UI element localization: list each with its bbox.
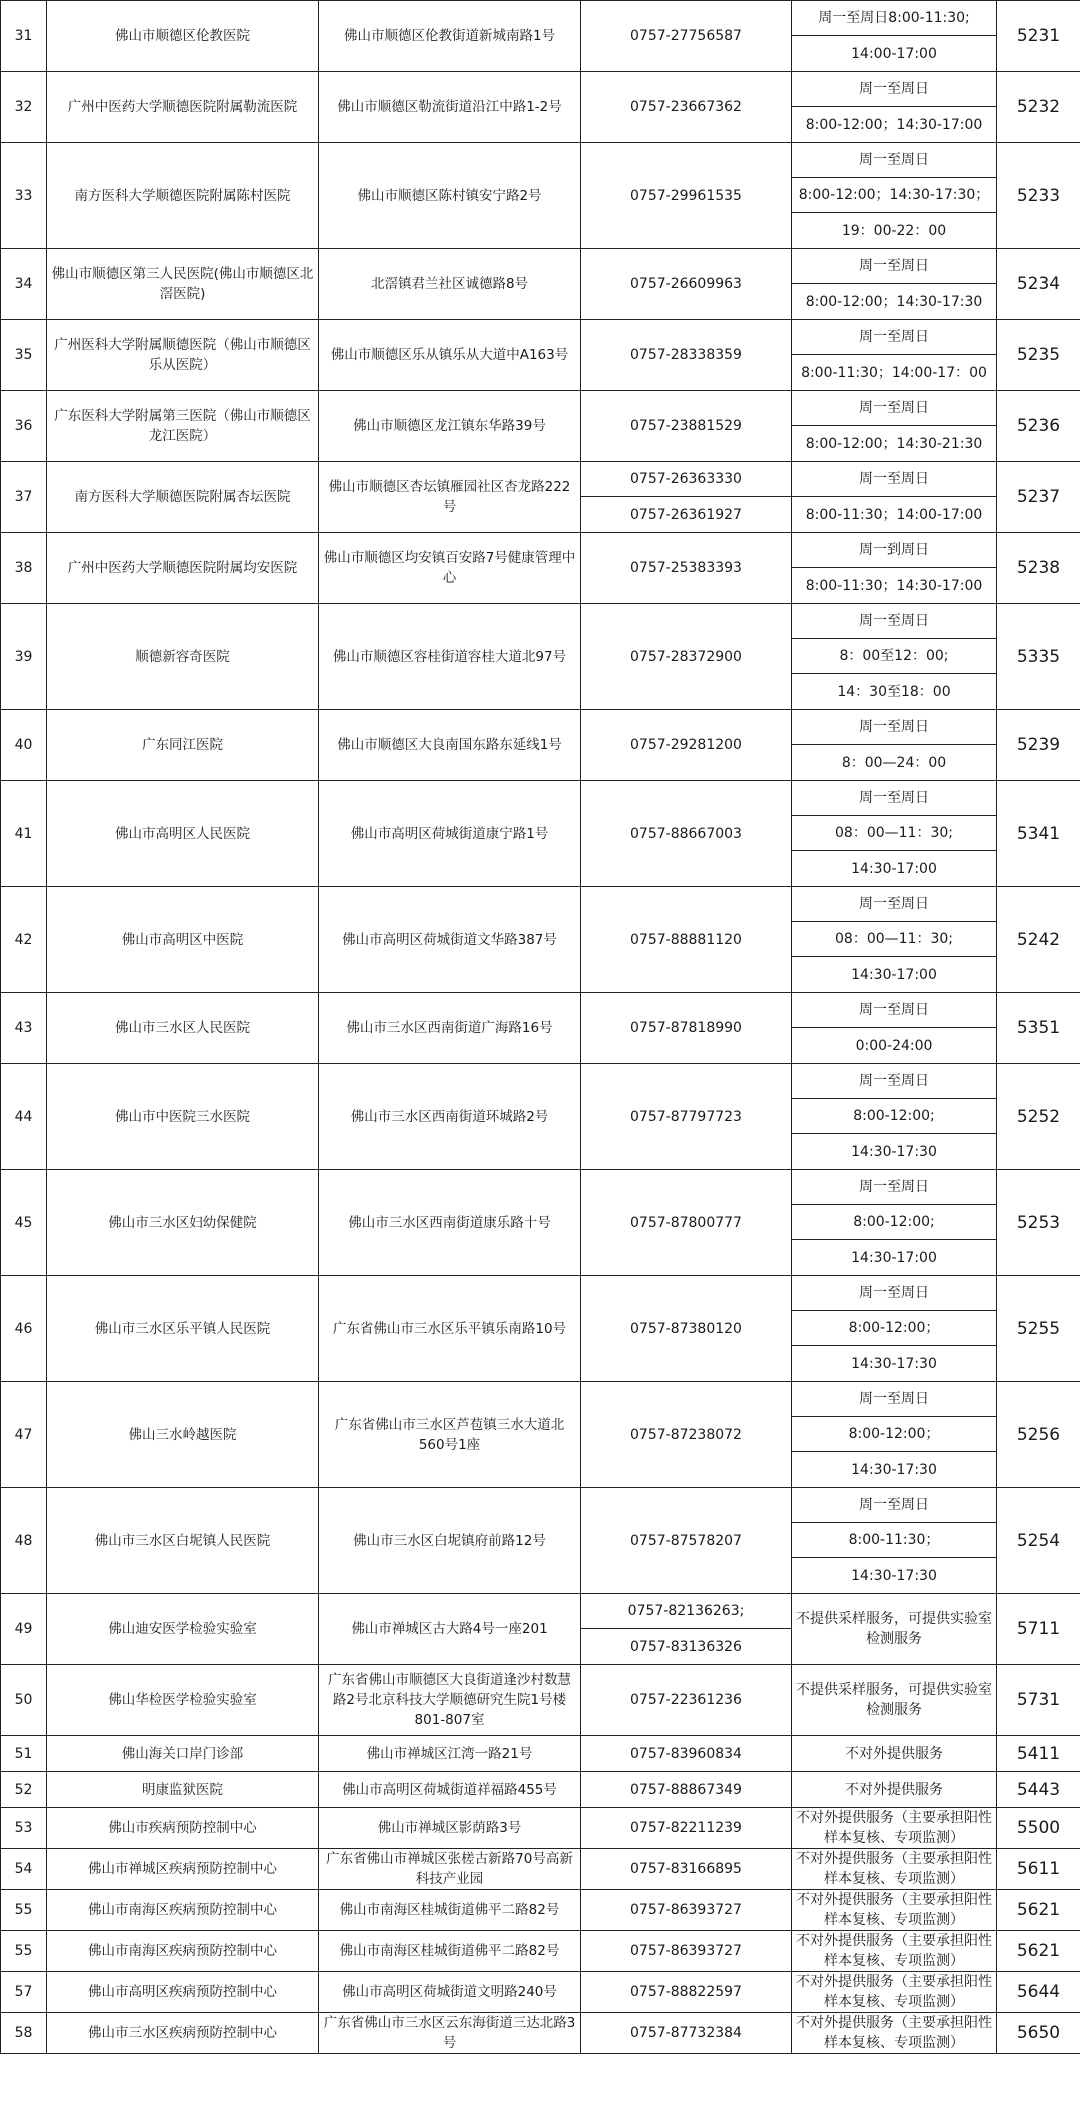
row-number: 36 (1, 391, 47, 462)
service-hours: 不对外提供服务（主要承担阳性样本复核、专项监测） (792, 1972, 997, 2013)
row-number: 43 (1, 993, 47, 1064)
hospital-address: 佛山市顺德区乐从镇乐从大道中A163号 (319, 320, 581, 391)
hospital-name: 佛山市南海区疾病预防控制中心 (47, 1890, 319, 1931)
hospital-address: 佛山市顺德区伦教街道新城南路1号 (319, 1, 581, 72)
row-number: 33 (1, 143, 47, 249)
lab-code: 5644 (997, 1972, 1080, 2013)
lab-code: 5351 (997, 993, 1080, 1064)
table-row (1, 533, 1080, 568)
table-row (1, 1736, 1080, 1772)
service-hours: 不对外提供服务（主要承担阳性样本复核、专项监测） (792, 2013, 997, 2054)
row-number: 49 (1, 1594, 47, 1665)
phone-number: 0757-83136326 (581, 1629, 792, 1665)
lab-code: 5232 (997, 72, 1080, 143)
table-row (1, 320, 1080, 355)
table-row (1, 710, 1080, 745)
row-number: 57 (1, 1972, 47, 2013)
hospital-name: 明康监狱医院 (47, 1772, 319, 1808)
hospital-name: 佛山迪安医学检验实验室 (47, 1594, 319, 1665)
lab-code: 5231 (997, 1, 1080, 72)
hospital-name: 佛山市高明区人民医院 (47, 781, 319, 887)
phone-number: 0757-82211239 (581, 1808, 792, 1849)
lab-code: 5341 (997, 781, 1080, 887)
table-row (1, 1890, 1080, 1931)
row-number: 45 (1, 1170, 47, 1276)
lab-code: 5611 (997, 1849, 1080, 1890)
hospital-address: 佛山市禅城区影荫路3号 (319, 1808, 581, 1849)
table-row (1, 1064, 1080, 1099)
phone-number: 0757-88822597 (581, 1972, 792, 2013)
row-number: 52 (1, 1772, 47, 1808)
lab-code: 5500 (997, 1808, 1080, 1849)
hospital-name: 佛山三水岭越医院 (47, 1382, 319, 1488)
table-row (1, 1382, 1080, 1417)
service-hours: 14:30-17:00 (792, 957, 997, 993)
phone-number: 0757-82136263; (581, 1594, 792, 1629)
hospital-name: 佛山市三水区妇幼保健院 (47, 1170, 319, 1276)
hospital-address: 广东省佛山市禅城区张槎古新路70号高新科技产业园 (319, 1849, 581, 1890)
table-row (1, 1931, 1080, 1972)
row-number: 58 (1, 2013, 47, 2054)
row-number: 46 (1, 1276, 47, 1382)
lab-code: 5650 (997, 2013, 1080, 2054)
table-row (1, 887, 1080, 922)
row-number: 55 (1, 1931, 47, 1972)
service-hours: 周一至周日 (792, 781, 997, 816)
hospital-address: 佛山市三水区西南街道康乐路十号 (319, 1170, 581, 1276)
service-hours: 周一至周日8:00-11:30; (792, 1, 997, 36)
phone-number: 0757-27756587 (581, 1, 792, 72)
row-number: 37 (1, 462, 47, 533)
hospital-address: 佛山市顺德区龙江镇东华路39号 (319, 391, 581, 462)
service-hours: 8:00-11:30；14:00-17：00 (792, 355, 997, 391)
lab-code: 5236 (997, 391, 1080, 462)
lab-code: 5253 (997, 1170, 1080, 1276)
table-row (1, 72, 1080, 107)
table-row (1, 391, 1080, 426)
service-hours: 周一至周日 (792, 143, 997, 178)
lab-code: 5234 (997, 249, 1080, 320)
phone-number: 0757-87818990 (581, 993, 792, 1064)
lab-code: 5731 (997, 1665, 1080, 1736)
lab-code: 5621 (997, 1890, 1080, 1931)
lab-code: 5235 (997, 320, 1080, 391)
row-number: 44 (1, 1064, 47, 1170)
hospital-name: 佛山海关口岸门诊部 (47, 1736, 319, 1772)
service-hours: 8:00-12:00；14:30-21:30 (792, 426, 997, 462)
service-hours: 周一至周日 (792, 1276, 997, 1311)
hospital-address: 佛山市南海区桂城街道佛平二路82号 (319, 1931, 581, 1972)
hospital-address: 佛山市三水区西南街道广海路16号 (319, 993, 581, 1064)
phone-number: 0757-86393727 (581, 1931, 792, 1972)
service-hours: 不对外提供服务（主要承担阳性样本复核、专项监测） (792, 1849, 997, 1890)
service-hours: 周一至周日 (792, 1064, 997, 1099)
table-row (1, 1276, 1080, 1311)
hospital-name: 佛山市三水区乐平镇人民医院 (47, 1276, 319, 1382)
table-row (1, 1808, 1080, 1849)
table-row (1, 2013, 1080, 2054)
service-hours: 0:00-24:00 (792, 1028, 997, 1064)
service-hours: 14:30-17:30 (792, 1452, 997, 1488)
service-hours: 8:00-12:00； (792, 1311, 997, 1346)
phone-number: 0757-26609963 (581, 249, 792, 320)
phone-number: 0757-29961535 (581, 143, 792, 249)
row-number: 50 (1, 1665, 47, 1736)
phone-number: 0757-83960834 (581, 1736, 792, 1772)
service-hours: 8:00-12:00；14:30-17:30； (792, 178, 997, 213)
hospital-address: 广东省佛山市三水区乐平镇乐南路10号 (319, 1276, 581, 1382)
lab-code: 5254 (997, 1488, 1080, 1594)
phone-number: 0757-23667362 (581, 72, 792, 143)
service-hours: 不对外提供服务 (792, 1736, 997, 1772)
row-number: 40 (1, 710, 47, 781)
table-body (1, 1, 1080, 2054)
row-number: 38 (1, 533, 47, 604)
service-hours: 14:30-17:00 (792, 851, 997, 887)
lab-code: 5256 (997, 1382, 1080, 1488)
row-number: 34 (1, 249, 47, 320)
row-number: 39 (1, 604, 47, 710)
service-hours: 周一至周日 (792, 710, 997, 745)
hospital-address: 北滘镇君兰社区诚德路8号 (319, 249, 581, 320)
hospital-address: 佛山市高明区荷城街道文明路240号 (319, 1972, 581, 2013)
lab-code: 5711 (997, 1594, 1080, 1665)
hospital-address: 广东省佛山市三水区云东海街道三达北路3号 (319, 2013, 581, 2054)
phone-number: 0757-86393727 (581, 1890, 792, 1931)
service-hours: 8:00-11:30； (792, 1523, 997, 1558)
service-hours: 14：30至18：00 (792, 674, 997, 710)
phone-number: 0757-88667003 (581, 781, 792, 887)
hospital-name: 佛山市高明区疾病预防控制中心 (47, 1972, 319, 2013)
service-hours: 14:30-17:30 (792, 1134, 997, 1170)
service-hours: 不提供采样服务，可提供实验室检测服务 (792, 1594, 997, 1665)
hospital-address: 广东省佛山市顺德区大良街道逢沙村数慧路2号北京科技大学顺德研究生院1号楼801-807室 (319, 1665, 581, 1736)
hospital-address: 佛山市三水区白坭镇府前路12号 (319, 1488, 581, 1594)
table-row (1, 462, 1080, 497)
service-hours: 不对外提供服务（主要承担阳性样本复核、专项监测） (792, 1890, 997, 1931)
hospital-name: 佛山市禅城区疾病预防控制中心 (47, 1849, 319, 1890)
service-hours: 8：00至12：00; (792, 639, 997, 674)
hospital-name: 佛山市疾病预防控制中心 (47, 1808, 319, 1849)
service-hours: 08：00—11：30; (792, 816, 997, 851)
table-row (1, 143, 1080, 178)
service-hours: 周一至周日 (792, 604, 997, 639)
lab-code: 5252 (997, 1064, 1080, 1170)
lab-code: 5239 (997, 710, 1080, 781)
phone-number: 0757-87578207 (581, 1488, 792, 1594)
hospital-address: 佛山市南海区桂城街道佛平二路82号 (319, 1890, 581, 1931)
service-hours: 周一至周日 (792, 391, 997, 426)
service-hours: 14:30-17:00 (792, 1240, 997, 1276)
service-hours: 19：00-22：00 (792, 213, 997, 249)
service-hours: 8:00-12:00; (792, 1099, 997, 1134)
service-hours: 8:00-11:30；14:30-17:00 (792, 568, 997, 604)
hospital-address: 佛山市三水区西南街道环城路2号 (319, 1064, 581, 1170)
row-number: 42 (1, 887, 47, 993)
row-number: 51 (1, 1736, 47, 1772)
phone-number: 0757-87732384 (581, 2013, 792, 2054)
hospital-address: 佛山市顺德区容桂街道容桂大道北97号 (319, 604, 581, 710)
hospital-address: 佛山市顺德区陈村镇安宁路2号 (319, 143, 581, 249)
phone-number: 0757-22361236 (581, 1665, 792, 1736)
table-row (1, 604, 1080, 639)
service-hours: 周一至周日 (792, 887, 997, 922)
table-row (1, 1594, 1080, 1629)
table-row (1, 1488, 1080, 1523)
hospital-address: 佛山市高明区荷城街道文华路387号 (319, 887, 581, 993)
hospital-name: 南方医科大学顺德医院附属陈村医院 (47, 143, 319, 249)
lab-code: 5237 (997, 462, 1080, 533)
phone-number: 0757-87380120 (581, 1276, 792, 1382)
service-hours: 周一至周日 (792, 249, 997, 284)
phone-number: 0757-26363330 (581, 462, 792, 497)
row-number: 31 (1, 1, 47, 72)
hospital-address: 佛山市高明区荷城街道康宁路1号 (319, 781, 581, 887)
service-hours: 8:00-12:00; (792, 1205, 997, 1240)
service-hours: 周一至周日 (792, 1382, 997, 1417)
hospital-name: 广东医科大学附属第三医院（佛山市顺德区龙江医院） (47, 391, 319, 462)
lab-code: 5233 (997, 143, 1080, 249)
hospital-name: 佛山市三水区疾病预防控制中心 (47, 2013, 319, 2054)
phone-number: 0757-23881529 (581, 391, 792, 462)
table-row (1, 1665, 1080, 1736)
hospital-name: 顺德新容奇医院 (47, 604, 319, 710)
service-hours: 周一至周日 (792, 72, 997, 107)
lab-code: 5443 (997, 1772, 1080, 1808)
hospital-name: 佛山市顺德区伦教医院 (47, 1, 319, 72)
hospital-address: 佛山市顺德区大良南国东路东延线1号 (319, 710, 581, 781)
phone-number: 0757-88881120 (581, 887, 792, 993)
service-hours: 8：00—24：00 (792, 745, 997, 781)
hospital-name: 广东同江医院 (47, 710, 319, 781)
phone-number: 0757-88867349 (581, 1772, 792, 1808)
service-hours: 14:30-17:30 (792, 1346, 997, 1382)
row-number: 41 (1, 781, 47, 887)
hospital-name: 佛山市顺德区第三人民医院(佛山市顺德区北滘医院) (47, 249, 319, 320)
table-row (1, 993, 1080, 1028)
hospital-address: 佛山市顺德区杏坛镇雁园社区杏龙路222号 (319, 462, 581, 533)
hospital-name: 佛山市三水区白坭镇人民医院 (47, 1488, 319, 1594)
lab-code: 5242 (997, 887, 1080, 993)
service-hours: 不对外提供服务（主要承担阳性样本复核、专项监测） (792, 1808, 997, 1849)
table-row (1, 1972, 1080, 2013)
service-hours: 周一至周日 (792, 993, 997, 1028)
row-number: 54 (1, 1849, 47, 1890)
phone-number: 0757-83166895 (581, 1849, 792, 1890)
lab-code: 5238 (997, 533, 1080, 604)
service-hours: 周一至周日 (792, 462, 997, 497)
phone-number: 0757-29281200 (581, 710, 792, 781)
hospital-name: 佛山市高明区中医院 (47, 887, 319, 993)
service-hours: 8:00-12:00； (792, 1417, 997, 1452)
table-row (1, 781, 1080, 816)
service-hours: 8:00-11:30；14:00-17:00 (792, 497, 997, 533)
phone-number: 0757-28372900 (581, 604, 792, 710)
hospital-name: 佛山华检医学检验实验室 (47, 1665, 319, 1736)
phone-number: 0757-87238072 (581, 1382, 792, 1488)
service-hours: 周一到周日 (792, 533, 997, 568)
hospital-name: 南方医科大学顺德医院附属杏坛医院 (47, 462, 319, 533)
lab-code: 5621 (997, 1931, 1080, 1972)
phone-number: 0757-25383393 (581, 533, 792, 604)
service-hours: 8:00-12:00；14:30-17:30 (792, 284, 997, 320)
table-row (1, 249, 1080, 284)
lab-code: 5255 (997, 1276, 1080, 1382)
service-hours: 不对外提供服务 (792, 1772, 997, 1808)
service-hours: 不对外提供服务（主要承担阳性样本复核、专项监测） (792, 1931, 997, 1972)
service-hours: 周一至周日 (792, 1170, 997, 1205)
hospital-address: 广东省佛山市三水区芦苞镇三水大道北560号1座 (319, 1382, 581, 1488)
service-hours: 14:00-17:00 (792, 36, 997, 72)
hospital-name: 广州中医药大学顺德医院附属均安医院 (47, 533, 319, 604)
service-hours: 8:00-12:00；14:30-17:00 (792, 107, 997, 143)
row-number: 53 (1, 1808, 47, 1849)
service-hours: 周一至周日 (792, 320, 997, 355)
service-hours: 周一至周日 (792, 1488, 997, 1523)
row-number: 48 (1, 1488, 47, 1594)
row-number: 55 (1, 1890, 47, 1931)
row-number: 32 (1, 72, 47, 143)
hospital-address: 佛山市顺德区均安镇百安路7号健康管理中心 (319, 533, 581, 604)
table-row (1, 1, 1080, 36)
table-row (1, 1849, 1080, 1890)
table-row (1, 1170, 1080, 1205)
hospital-name: 广州中医药大学顺德医院附属勒流医院 (47, 72, 319, 143)
phone-number: 0757-28338359 (581, 320, 792, 391)
lab-code: 5335 (997, 604, 1080, 710)
hospital-name: 佛山市中医院三水医院 (47, 1064, 319, 1170)
hospital-address: 佛山市禅城区古大路4号一座201 (319, 1594, 581, 1665)
hospital-address: 佛山市禅城区江湾一路21号 (319, 1736, 581, 1772)
phone-number: 0757-26361927 (581, 497, 792, 533)
phone-number: 0757-87800777 (581, 1170, 792, 1276)
hospital-name: 广州医科大学附属顺德医院（佛山市顺德区乐从医院） (47, 320, 319, 391)
lab-code: 5411 (997, 1736, 1080, 1772)
hospital-address: 佛山市高明区荷城街道祥福路455号 (319, 1772, 581, 1808)
service-hours: 不提供采样服务，可提供实验室检测服务 (792, 1665, 997, 1736)
phone-number: 0757-87797723 (581, 1064, 792, 1170)
hospital-name: 佛山市南海区疾病预防控制中心 (47, 1931, 319, 1972)
service-hours: 14:30-17:30 (792, 1558, 997, 1594)
hospital-address: 佛山市顺德区勒流街道沿江中路1-2号 (319, 72, 581, 143)
table-row (1, 1772, 1080, 1808)
row-number: 35 (1, 320, 47, 391)
service-hours: 08：00—11：30; (792, 922, 997, 957)
hospital-name: 佛山市三水区人民医院 (47, 993, 319, 1064)
row-number: 47 (1, 1382, 47, 1488)
